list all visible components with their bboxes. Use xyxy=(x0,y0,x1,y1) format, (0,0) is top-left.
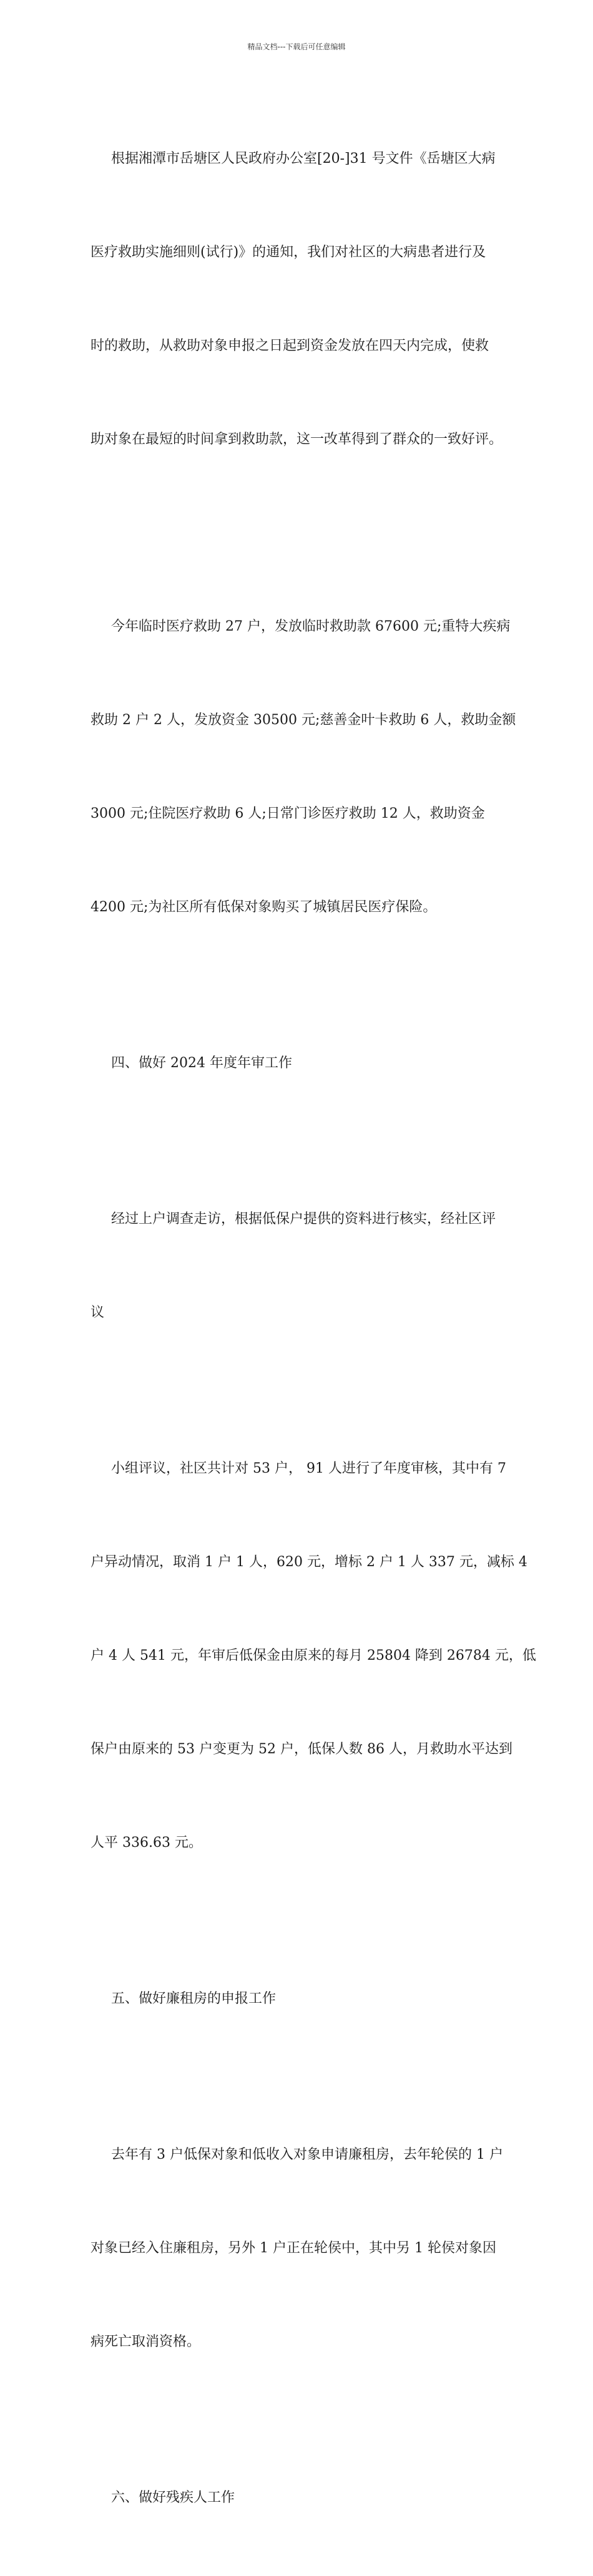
section-heading-public-housing xyxy=(91,1921,509,2077)
heading-text: 六、做好残疾人工作 xyxy=(111,2490,235,2506)
text-line: 户 4 人 541 元，年审后低保金由原来的每月 25804 降到 26784 元，低 xyxy=(91,1648,536,1663)
text-line: 小组评议，社区共计对 53 户， 91 人进行了年度审核，其中有 7 xyxy=(111,1461,506,1476)
text-line: 对象已经入住廉租房，另外 1 户正在轮侯中，其中另 1 轮侯对象因 xyxy=(91,2240,496,2256)
text-line: 保户由原来的 53 户变更为 52 户，低保人数 86 人，月救助水平达到 xyxy=(91,1741,512,1757)
document-body xyxy=(91,81,536,2576)
paragraph-medical-aid-stats xyxy=(91,549,516,985)
paragraph-review-process xyxy=(91,1141,509,1391)
text-line: 议 xyxy=(91,1305,105,1320)
text-line: 今年临时医疗救助 27 户，发放临时救助款 67600 元;重特大疾病 xyxy=(111,619,511,634)
text-line: 经过上户调查走访，根据低保户提供的资料进行核实，经社区评 xyxy=(111,1211,496,1227)
paragraph-public-housing xyxy=(91,2077,509,2420)
paragraph-medical-aid-policy xyxy=(91,81,509,518)
text-line: 救助 2 户 2 人，发放资金 30500 元;慈善金叶卡救助 6 人，救助金额 xyxy=(91,712,516,728)
heading-text: 四、做好 2024 年度年审工作 xyxy=(111,1055,292,1071)
text-line: 病死亡取消资格。 xyxy=(91,2334,201,2350)
text-line: 时的救助，从救助对象申报之日起到资金发放在四天内完成，使救 xyxy=(91,338,489,354)
paragraph-review-results xyxy=(91,1391,536,1921)
text-line: 根据湘潭市岳塘区人民政府办公室[20-]31 号文件《岳塘区大病 xyxy=(111,151,496,167)
page-header: 精品文档---下载后可任意编辑 xyxy=(247,42,346,51)
heading-text: 五、做好廉租房的申报工作 xyxy=(111,1991,277,2007)
text-line: 4200 元;为社区所有低保对象购买了城镇居民医疗保险。 xyxy=(91,899,437,915)
text-line: 助对象在最短的时间拿到救助款，这一改革得到了群众的一致好评。 xyxy=(91,432,503,447)
section-heading-disabled-persons xyxy=(91,2420,509,2576)
section-heading-annual-review xyxy=(91,985,509,1141)
text-line: 医疗救助实施细则(试行)》的通知，我们对社区的大病患者进行及 xyxy=(91,245,486,260)
text-line: 人平 336.63 元。 xyxy=(91,1835,202,1851)
text-line: 去年有 3 户低保对象和低收入对象申请廉租房，去年轮侯的 1 户 xyxy=(111,2147,503,2162)
text-line: 户异动情况，取消 1 户 1 人，620 元，增标 2 户 1 人 337 元，减标 4 xyxy=(91,1554,527,1570)
text-line: 3000 元;住院医疗救助 6 人;日常门诊医疗救助 12 人，救助资金 xyxy=(91,806,485,821)
